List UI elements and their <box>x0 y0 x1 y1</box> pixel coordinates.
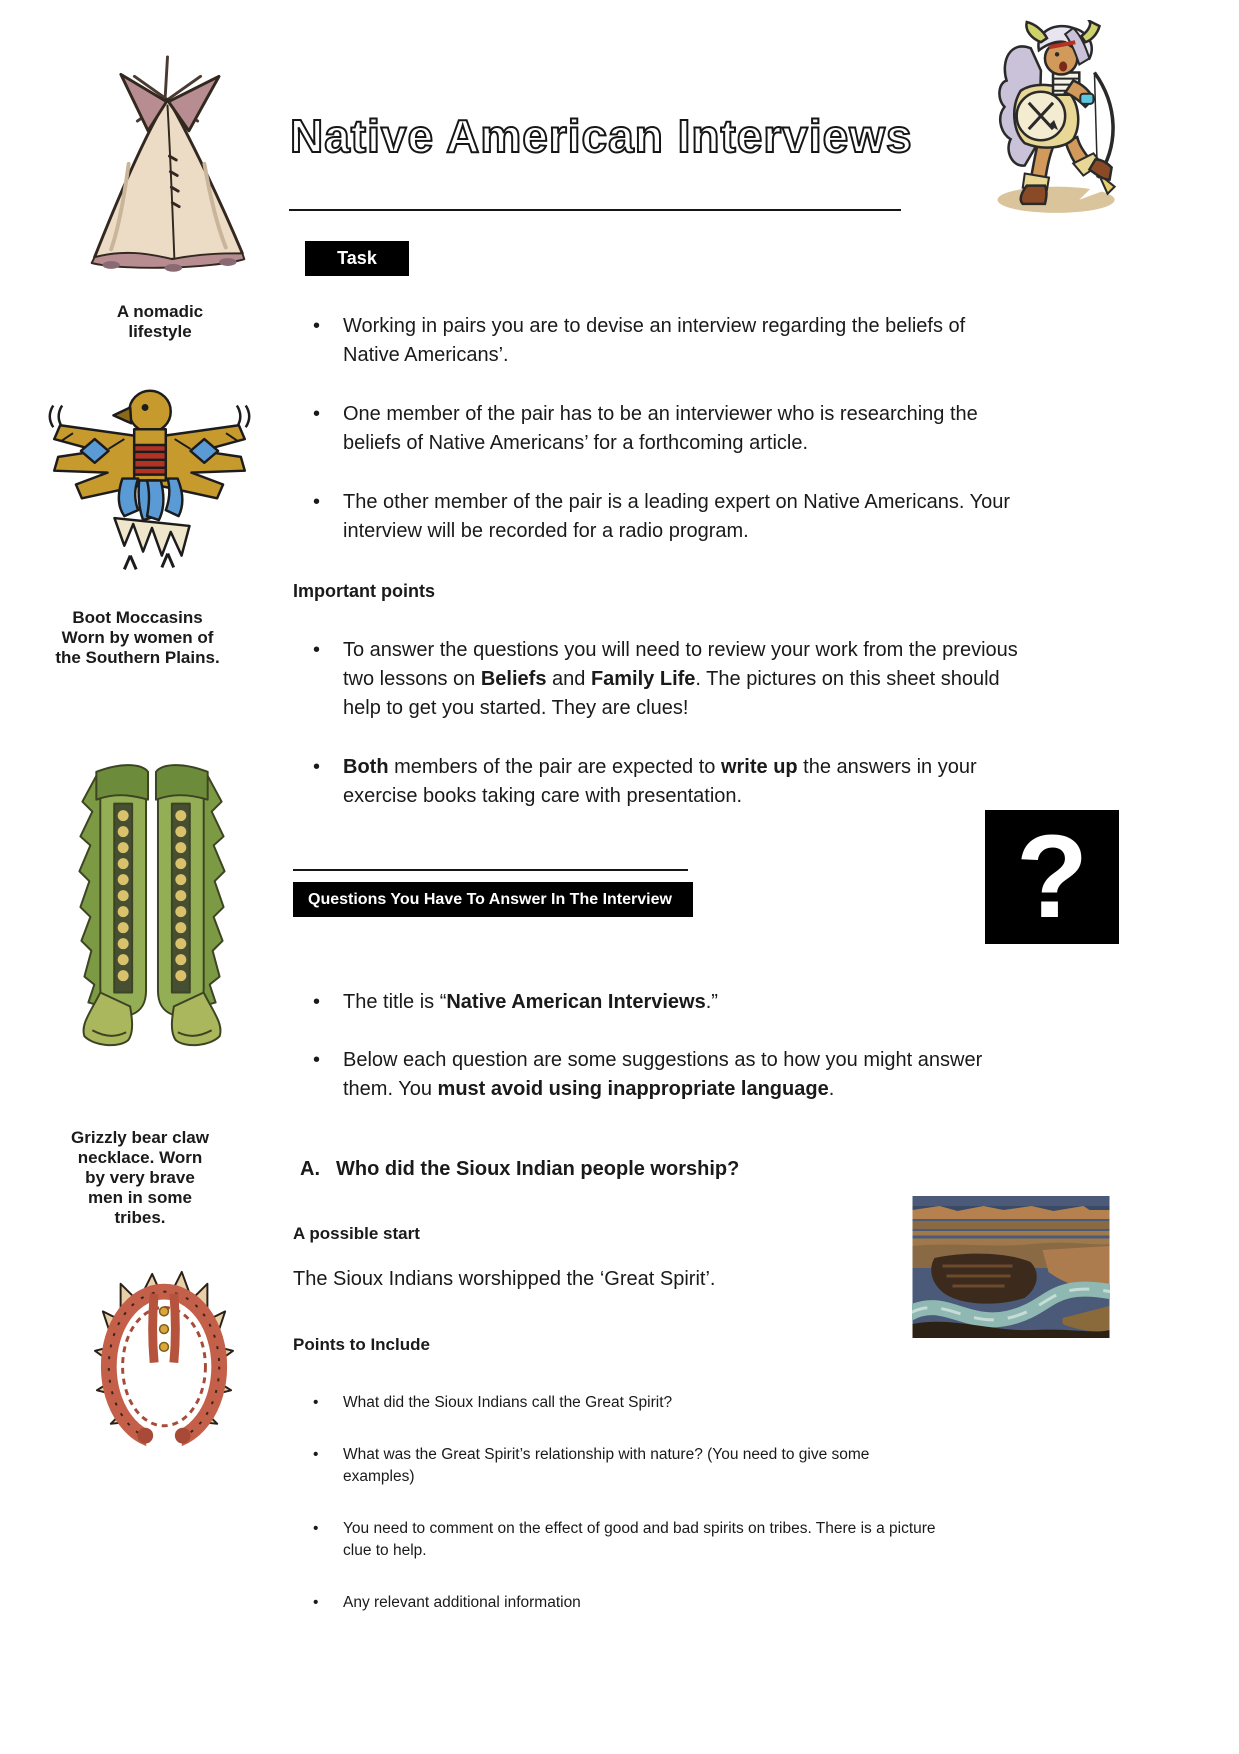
text-run: To answer the questions you will need to review your work from the previous two lessons on <box>343 639 1018 690</box>
text-run: clue to help. <box>343 1542 427 1559</box>
question-a-label: A. <box>300 1158 320 1180</box>
task-bullet-list <box>293 312 1023 546</box>
title-divider-line <box>289 209 901 211</box>
text-run: members of the pair are expected to <box>388 756 721 778</box>
caption-line: Worn by women of <box>61 628 214 647</box>
bold-text-run: Beliefs <box>480 668 547 690</box>
bullet-item <box>293 1444 1193 1488</box>
bullet-item <box>293 1046 1023 1104</box>
questions-heading-bar <box>293 882 693 917</box>
dancer-illustration <box>960 20 1140 220</box>
bullet-item <box>293 753 1023 811</box>
canyon-river-illustration <box>912 1196 1110 1338</box>
text-run: . The pictures on this sheet should help to get you started. They are clues! <box>343 668 1000 719</box>
task-heading-label: Task <box>337 248 377 268</box>
page-title <box>288 104 938 170</box>
bullet-item <box>293 1592 1193 1614</box>
questions-heading-label: Questions You Have To Answer In The Interview <box>308 890 672 908</box>
text-run: examples) <box>343 1468 415 1485</box>
text-run: . <box>828 1078 835 1100</box>
question-a-text: Who did the Sioux Indian people worship? <box>336 1158 740 1180</box>
text-run: The other member of the pair is a leading expert on Native Americans. Your interview will be recorded for a radio program. <box>343 491 1011 542</box>
question-a-heading <box>300 1158 739 1181</box>
necklace-caption <box>50 1128 230 1228</box>
moccasins-caption <box>35 608 240 668</box>
bullet-item <box>293 400 1023 458</box>
bullet-item <box>293 312 1023 370</box>
text-run: Below each question are some suggestions as to how you might answer them. You <box>343 1049 983 1100</box>
question-mark-glyph: ? <box>1015 811 1089 943</box>
caption-line: men in some <box>88 1188 192 1207</box>
bullet-item <box>293 488 1023 546</box>
leggings-illustration <box>62 742 242 1080</box>
caption-line: by very brave <box>85 1168 195 1187</box>
caption-line: Grizzly bear claw <box>71 1128 209 1147</box>
text-run: The title is “ <box>343 991 447 1013</box>
caption-line: A nomadic <box>116 302 204 321</box>
points-to-include-heading: Points to Include <box>293 1335 430 1354</box>
teepee-caption <box>100 302 220 342</box>
questions-bullet-list <box>293 988 1023 1104</box>
text-run: What did the Sioux Indians call the Great Spirit? <box>343 1394 673 1411</box>
important-points-heading: Important points <box>293 581 435 601</box>
caption-line: tribes. <box>114 1208 166 1227</box>
text-run: the answers in your exercise books taking care with presentation. <box>343 756 977 807</box>
caption-line: necklace. Worn <box>77 1148 203 1167</box>
claw-necklace-illustration <box>82 1268 247 1480</box>
bullet-item <box>293 636 1023 723</box>
thunderbird-illustration <box>42 368 257 600</box>
text-run: One member of the pair has to be an interviewer who is researching the beliefs of Native Americans’ for a forthcoming article. <box>343 403 978 454</box>
bullet-item <box>293 988 1023 1017</box>
bullet-item <box>293 1392 1193 1414</box>
page-title-text: Native American Interviews <box>290 110 913 162</box>
possible-start-text: The Sioux Indians worshipped the ‘Great Spirit’. <box>293 1268 716 1290</box>
caption-line: lifestyle <box>128 322 192 341</box>
caption-line: the Southern Plains. <box>55 648 220 667</box>
text-run: .” <box>705 991 718 1013</box>
section-divider-line <box>293 869 688 871</box>
text-run: and <box>546 668 591 690</box>
teepee-illustration <box>80 45 255 273</box>
points-to-include-list <box>293 1392 1193 1614</box>
bold-text-run: Both <box>343 756 389 778</box>
text-run: Any relevant additional information <box>343 1594 581 1611</box>
bold-text-run: Family Life <box>590 668 696 690</box>
question-mark-box <box>985 810 1119 944</box>
caption-line: Boot Moccasins <box>72 608 203 627</box>
bold-text-run: Native American Interviews <box>446 991 706 1013</box>
bullet-item <box>293 1518 1193 1562</box>
bold-text-run: write up <box>720 756 798 778</box>
text-run: What was the Great Spirit’s relationship with nature? (You need to give some <box>343 1446 870 1463</box>
possible-start-heading: A possible start <box>293 1224 420 1243</box>
bold-text-run: must avoid using inappropriate language <box>437 1078 829 1100</box>
text-run: You need to comment on the effect of good and bad spirits on tribes. There is a picture <box>343 1520 936 1537</box>
important-points-bullet-list <box>293 636 1023 811</box>
text-run: Working in pairs you are to devise an interview regarding the beliefs of Native Americans’. <box>343 315 966 366</box>
task-heading-box <box>305 241 409 276</box>
